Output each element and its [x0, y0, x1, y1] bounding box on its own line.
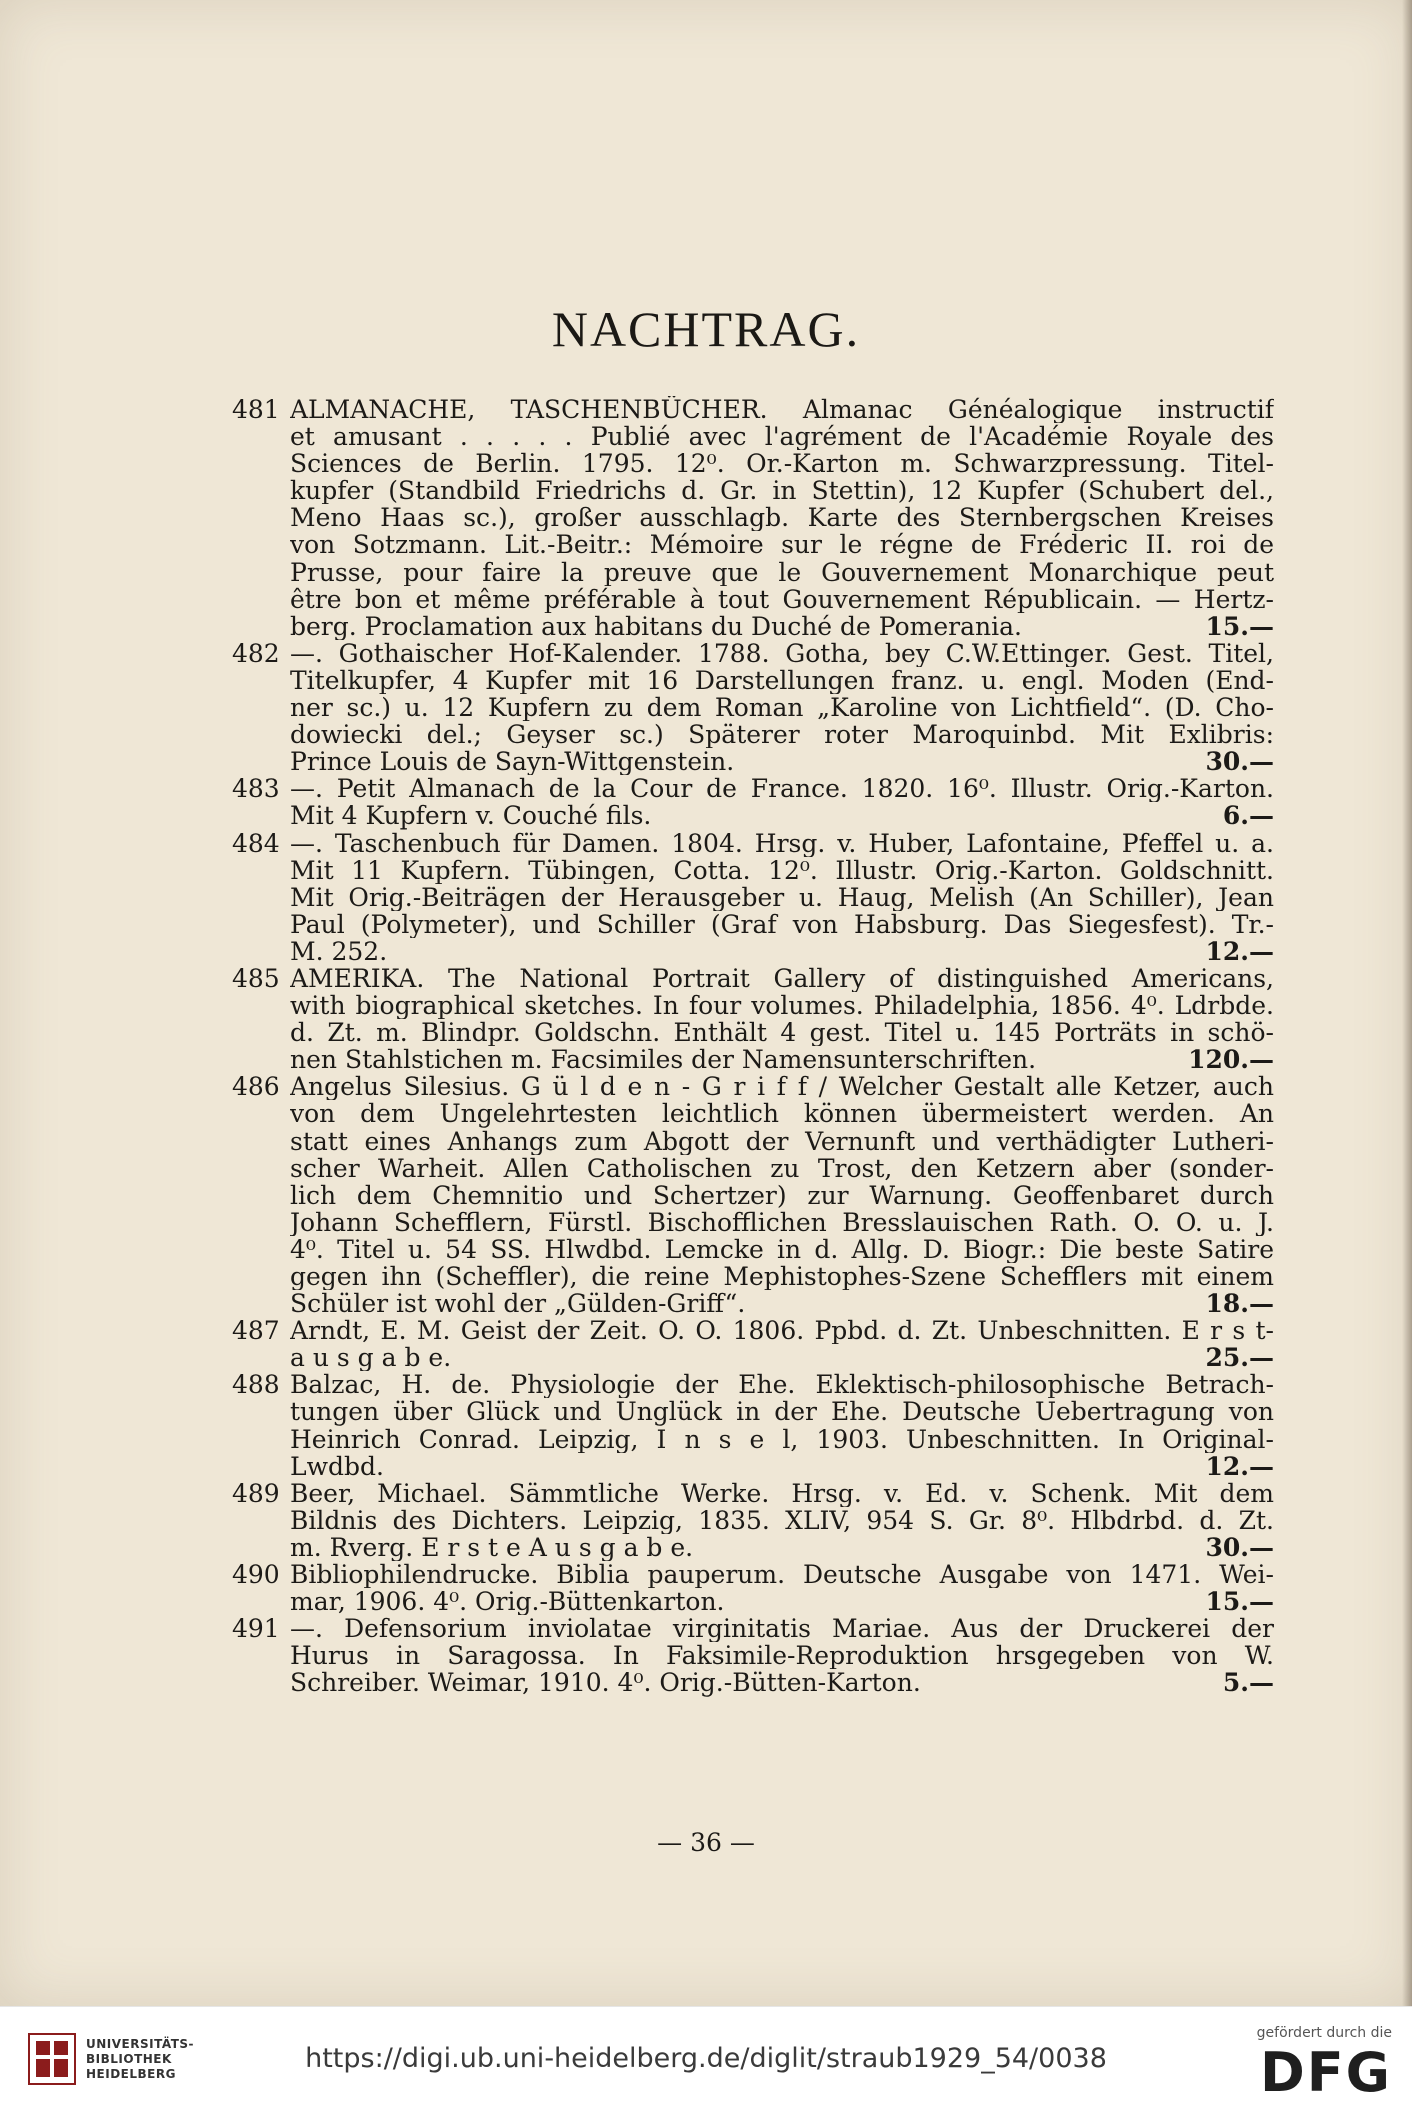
entry-line: dowiecki del.; Geyser sc.) Späterer roter Maroquinbd. Mit Exlibris: — [290, 721, 1274, 749]
uni-name-line: UNIVERSITÄTS- — [86, 2037, 195, 2051]
entry-price: 30.— — [1205, 748, 1274, 776]
entry-line: AMERIKA. The National Portrait Gallery of distinguished Americans, — [290, 964, 1274, 993]
catalog-entries — [232, 396, 1274, 1697]
entry-price: 18.— — [1205, 1290, 1274, 1318]
entry-line-text: M. 252. — [290, 937, 388, 965]
entry-line: Bildnis des Dichters. Leipzig, 1835. XLIV, 954 S. Gr. 8⁰. Hlbdrbd. d. Zt. — [290, 1506, 1274, 1534]
entry-line: Johann Schefflern, Fürstl. Bischofflichen Bresslauischen Rath. O. O. u. J. — [290, 1208, 1274, 1236]
entry-line: gegen ihn (Scheffler), die reine Mephistophes-Szene Schefflers mit einem — [290, 1263, 1274, 1291]
entry-line — [290, 1453, 1274, 1480]
entry-line: von Sotzmann. Lit.-Beitr.: Mémoire sur le régne de Fréderic II. roi de — [290, 531, 1274, 559]
uni-name-line: HEIDELBERG — [86, 2067, 176, 2081]
entry-line — [290, 1669, 1274, 1696]
entry-line: scher Warheit. Allen Catholischen zu Trost, den Ketzern aber (sonder- — [290, 1154, 1274, 1182]
entry-number: 489 — [232, 1478, 280, 1508]
entry-price: 12.— — [1205, 1452, 1274, 1480]
entry-line: Hurus in Saragossa. In Faksimile-Reproduktion hrsgegeben von W. — [290, 1642, 1274, 1670]
entry-line: —. Defensorium inviolatae virginitatis Mariae. Aus der Druckerei der — [290, 1615, 1274, 1643]
entry-line-text: a u s g a b e. — [290, 1344, 452, 1372]
entry-price: 12.— — [1205, 937, 1274, 965]
entry-line: —. Gothaischer Hof-Kalender. 1788. Gotha, bey C.W.Ettinger. Gest. Titel, — [290, 639, 1274, 667]
entry-line-text: nen Stahlstichen m. Facsimiles der Namensunterschriften. — [290, 1046, 1037, 1074]
entry-line — [290, 1588, 1274, 1615]
entry-line — [290, 748, 1274, 775]
entry-price: 6.— — [1222, 802, 1274, 830]
dfg-logo: DFG — [1259, 2041, 1392, 2104]
entry-line: with biographical sketches. In four volumes. Philadelphia, 1856. 4⁰. Ldrbde. — [290, 992, 1274, 1020]
entry-line: Paul (Polymeter), und Schiller (Graf von Habsburg. Das Siegesfest). Tr.- — [290, 910, 1274, 938]
entry-line: —. Petit Almanach de la Cour de France. 1820. 16⁰. Illustr. Orig.-Karton. — [290, 775, 1274, 803]
catalog-entry — [232, 396, 1274, 640]
entry-price: 15.— — [1205, 612, 1274, 640]
entry-line-text: Schüler ist wohl der „Gülden-Griff“. — [290, 1290, 746, 1318]
entry-number: 490 — [232, 1560, 280, 1590]
entry-number: 484 — [232, 828, 280, 858]
catalog-entry — [232, 1317, 1274, 1371]
catalog-entry — [232, 775, 1274, 829]
entry-line: tungen über Glück und Unglück in der Ehe. Deutsche Uebertragung von — [290, 1398, 1274, 1426]
entry-line: Heinrich Conrad. Leipzig, I n s e l, 1903. Unbeschnitten. In Original- — [290, 1425, 1274, 1453]
entry-price: 15.— — [1205, 1588, 1274, 1616]
entry-line — [290, 1534, 1274, 1561]
entry-line — [290, 613, 1274, 640]
catalog-entry — [232, 1073, 1274, 1317]
entry-line: et amusant . . . . . Publié avec l'agrément de l'Académie Royale des — [290, 423, 1274, 451]
permalink-url[interactable]: https://digi.ub.uni-heidelberg.de/diglit/straub1929_54/0038 — [305, 2043, 1107, 2074]
entry-line: 4⁰. Titel u. 54 SS. Hlwdbd. Lemcke in d. Allg. D. Biogr.: Die beste Satire — [290, 1235, 1274, 1263]
entry-line — [290, 938, 1274, 965]
entry-line-text: m. Rverg. E r s t e A u s g a b e. — [290, 1533, 694, 1562]
entry-line-text: mar, 1906. 4⁰. Orig.-Büttenkarton. — [290, 1588, 725, 1616]
entry-number: 483 — [232, 774, 280, 804]
entry-line: Prusse, pour faire la preuve que le Gouvernement Monarchique peut — [290, 558, 1274, 586]
entry-line: kupfer (Standbild Friedrichs d. Gr. in Stettin), 12 Kupfer (Schubert del., — [290, 477, 1274, 505]
entry-line-text: Lwdbd. — [290, 1452, 384, 1480]
entry-number: 482 — [232, 638, 280, 668]
entry-line: von dem Ungelehrtesten leichtlich können übermeistert werden. An — [290, 1100, 1274, 1128]
entry-line — [290, 1290, 1274, 1317]
catalog-entry — [232, 1561, 1274, 1615]
entry-number: 491 — [232, 1614, 280, 1644]
entry-line — [290, 1046, 1274, 1073]
entry-line: —. Taschenbuch für Damen. 1804. Hrsg. v. Huber, Lafontaine, Pfeffel u. a. — [290, 829, 1274, 857]
entry-line: être bon et même préférable à tout Gouvernement Républicain. — Hertz- — [290, 585, 1274, 613]
entry-line-text: Prince Louis de Sayn-Wittgenstein. — [290, 748, 735, 776]
entry-line — [290, 1344, 1274, 1371]
entry-line: Balzac, H. de. Physiologie der Ehe. Eklektisch-philosophische Betrach- — [290, 1371, 1274, 1399]
entry-number: 486 — [232, 1072, 280, 1102]
entry-price: 5.— — [1222, 1669, 1274, 1697]
viewer-footer — [0, 2006, 1412, 2111]
entry-price: 120.— — [1188, 1046, 1274, 1074]
entry-line-text: Schreiber. Weimar, 1910. 4⁰. Orig.-Bütten-Karton. — [290, 1669, 921, 1697]
catalog-entry — [232, 1480, 1274, 1561]
entry-line: Mit Orig.-Beiträgen der Herausgeber u. Haug, Melish (An Schiller), Jean — [290, 883, 1274, 911]
entry-line: statt eines Anhangs zum Abgott der Vernunft und verthädigter Lutheri- — [290, 1127, 1274, 1155]
catalog-entry — [232, 640, 1274, 775]
catalog-entry — [232, 1615, 1274, 1696]
catalog-entry — [232, 1371, 1274, 1479]
entry-price: 25.— — [1205, 1344, 1274, 1372]
page-heading: NACHTRAG. — [551, 301, 861, 357]
entry-line: ALMANACHE, TASCHENBÜCHER. Almanac Généalogique instructif — [290, 396, 1274, 424]
entry-line-text: berg. Proclamation aux habitans du Duché de Pomerania. — [290, 612, 1022, 640]
dfg-caption: gefördert durch die — [1256, 2025, 1392, 2041]
entry-number: 481 — [232, 395, 280, 424]
entry-line: Mit 11 Kupfern. Tübingen, Cotta. 12⁰. Illustr. Orig.-Karton. Goldschnitt. — [290, 856, 1274, 884]
uni-name-line: BIBLIOTHEK — [86, 2052, 172, 2066]
entry-number: 487 — [232, 1316, 280, 1346]
entry-number: 488 — [232, 1370, 280, 1400]
entry-line: Sciences de Berlin. 1795. 12⁰. Or.-Karton m. Schwarzpressung. Titel- — [290, 450, 1274, 478]
entry-line: Angelus Silesius. G ü l d e n - G r i f f / Welcher Gestalt alle Ketzer, auch — [290, 1073, 1274, 1101]
entry-line: Meno Haas sc.), großer ausschlagb. Karte des Sternbergschen Kreises — [290, 504, 1274, 532]
entry-line: Titelkupfer, 4 Kupfer mit 16 Darstellungen franz. u. engl. Moden (End- — [290, 666, 1274, 695]
catalog-entry — [232, 965, 1274, 1073]
entry-number: 485 — [232, 963, 280, 993]
entry-line — [290, 802, 1274, 829]
entry-price: 30.— — [1205, 1533, 1274, 1562]
entry-line: lich dem Chemnitio und Schertzer) zur Warnung. Geoffenbaret durch — [290, 1181, 1274, 1209]
catalog-entry — [232, 830, 1274, 965]
entry-line: d. Zt. m. Blindpr. Goldschn. Enthält 4 gest. Titel u. 145 Porträts in schö- — [290, 1019, 1274, 1047]
entry-line-text: Mit 4 Kupfern v. Couché fils. — [290, 802, 652, 830]
entry-line: Arndt, E. M. Geist der Zeit. O. O. 1806. Ppbd. d. Zt. Unbeschnitten. E r s t- — [290, 1317, 1274, 1345]
entry-line: Beer, Michael. Sämmtliche Werke. Hrsg. v. Ed. v. Schenk. Mit dem — [290, 1479, 1274, 1507]
page-number: — 36 — — [657, 1828, 755, 1857]
entry-line: ner sc.) u. 12 Kupfern zu dem Roman „Karoline von Lichtfield“. (D. Cho- — [290, 694, 1274, 722]
entry-line: Bibliophilendrucke. Biblia pauperum. Deutsche Ausgabe von 1471. Wei- — [290, 1561, 1274, 1589]
